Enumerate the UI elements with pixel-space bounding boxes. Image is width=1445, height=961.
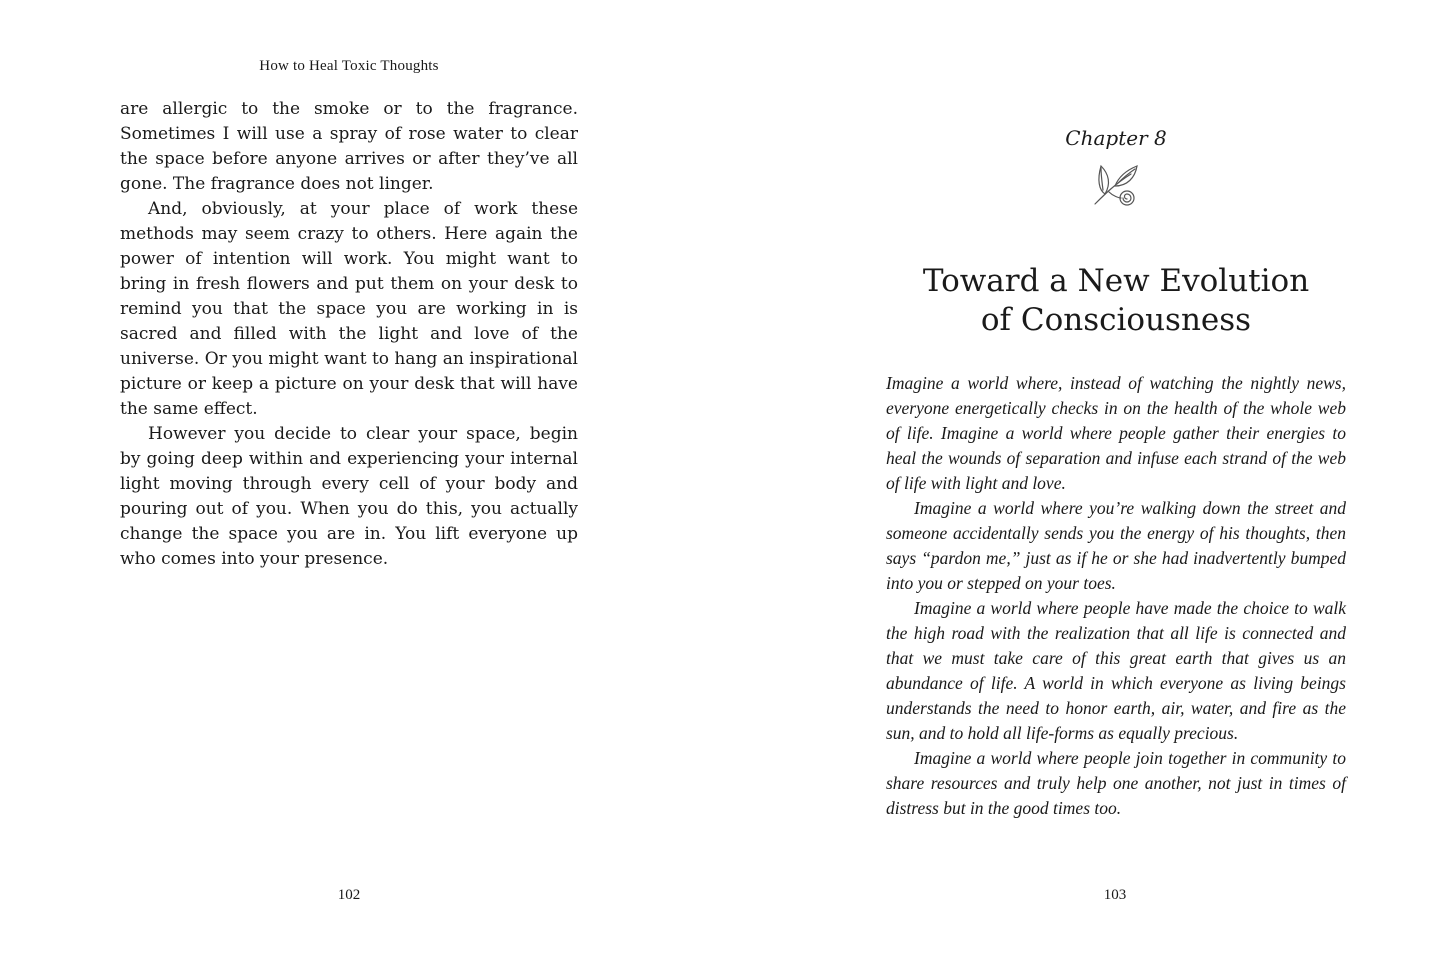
left-page xyxy=(0,0,722,961)
right-page xyxy=(722,0,1445,961)
chapter-title xyxy=(886,262,1346,340)
chapter-title-line-1: Toward a New Evolution xyxy=(922,263,1310,299)
body-paragraph: are allergic to the smoke or to the fragrance. Sometimes I will use a spray of rose water to clear the space before anyone arrives or after they’ve all gone. The fragrance does not linger. xyxy=(120,99,578,194)
page-number: 103 xyxy=(1103,887,1127,903)
italic-paragraph: Imagine a world where you’re walking down the street and someone accidentally sends you the energy of his thoughts, then says “pardon me,” just as if he or she had inadvertently bumped into you or stepped on your toes. xyxy=(886,498,1346,593)
body-paragraph: And, obviously, at your place of work these methods may seem crazy to others. Here again the power of intention will work. You might want to bring in fresh flowers and put them on your desk to remind you that the space you are working in is sacred and filled with the light and love of the universe. Or you might want to hang an inspirational picture or keep a picture on your desk that will have the same effect. xyxy=(120,199,578,419)
left-page-body xyxy=(120,97,578,572)
running-head: How to Heal Toxic Thoughts xyxy=(259,58,439,74)
body-paragraph: However you decide to clear your space, begin by going deep within and experiencing your internal light moving through every cell of your body and pouring out of you. When you do this, you actually change the space you are in. You lift everyone up who comes into your presence. xyxy=(120,424,578,569)
right-page-body xyxy=(886,371,1346,821)
leaf-sprig-icon xyxy=(1091,160,1141,208)
italic-paragraph: Imagine a world where, instead of watching the nightly news, everyone energetically checks in on the health of the whole web of life. Imagine a world where people gather their energies to heal the wounds of separation and infuse each strand of the web of life with light and love. xyxy=(886,373,1346,493)
italic-paragraph: Imagine a world where people have made the choice to walk the high road with the realization that all life is connected and that we must take care of this great earth that gives us an abundance of life. A world in which everyone as living beings understands the need to honor earth, air, water, and fire as the sun, and to hold all life-forms as equally precious. xyxy=(886,598,1346,743)
chapter-title-line-2: of Consciousness xyxy=(980,302,1252,338)
chapter-label: Chapter 8 xyxy=(1065,126,1167,150)
italic-paragraph: Imagine a world where people join together in community to share resources and truly help one another, not just in times of distress but in the good times too. xyxy=(886,748,1346,818)
page-number: 102 xyxy=(337,887,361,903)
